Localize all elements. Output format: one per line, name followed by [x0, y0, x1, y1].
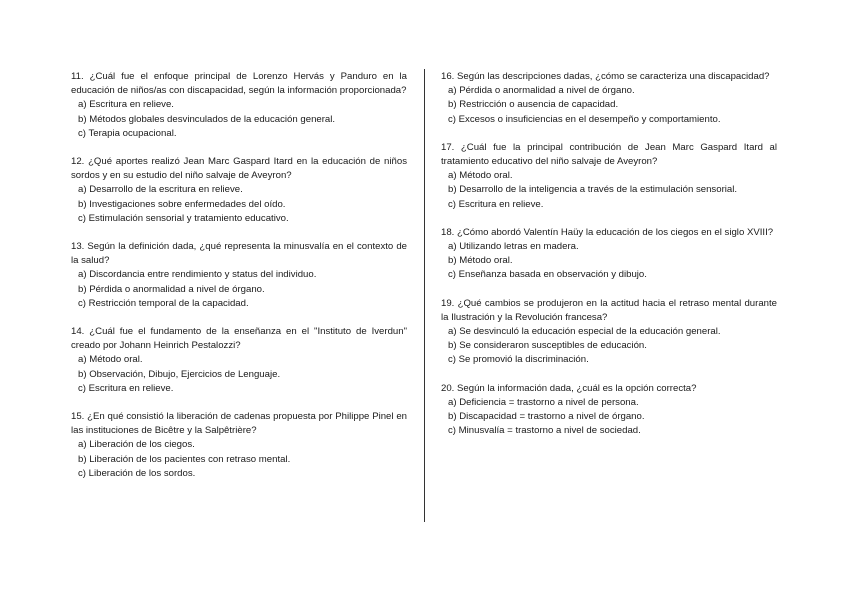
option-a: a) Utilizando letras en madera. — [448, 241, 579, 253]
option-b: b) Liberación de los pacientes con retraso mental. — [78, 453, 291, 465]
answer-options — [71, 438, 407, 481]
question-13 — [71, 240, 407, 311]
left-column — [71, 70, 407, 495]
answer-options — [441, 84, 777, 127]
question-text: 18. ¿Cómo abordó Valentín Haüy la educación de los ciegos en el siglo XVIII? — [441, 226, 774, 238]
option-c: c) Estimulación sensorial y tratamiento educativo. — [78, 212, 289, 224]
answer-options — [441, 169, 777, 212]
option-c: c) Escritura en relieve. — [448, 198, 544, 210]
right-column — [441, 70, 777, 452]
option-b: b) Investigaciones sobre enfermedades del oído. — [78, 198, 286, 210]
question-text: 12. ¿Qué aportes realizó Jean Marc Gaspard Itard en la educación de niños sordos y en su estudio del niño salvaje de Aveyron? — [71, 156, 407, 182]
question-text: 11. ¿Cuál fue el enfoque principal de Lorenzo Hervás y Panduro en la educación de niños/as con discapacidad, según la información proporcionada? — [71, 71, 407, 97]
option-a: a) Deficiencia = trastorno a nivel de persona. — [448, 396, 639, 408]
question-text: 13. Según la definición dada, ¿qué representa la minusvalía en el contexto de la salud? — [71, 241, 407, 267]
option-a: a) Método oral. — [448, 170, 513, 182]
question-text: 16. Según las descripciones dadas, ¿cómo se caracteriza una discapacidad? — [441, 71, 770, 82]
option-b: b) Desarrollo de la inteligencia a través de la estimulación sensorial. — [448, 184, 738, 196]
question-17 — [441, 141, 777, 212]
column-divider — [424, 69, 425, 522]
question-15 — [71, 410, 407, 481]
option-a: a) Liberación de los ciegos. — [78, 439, 195, 451]
answer-options — [441, 325, 777, 368]
option-b: b) Discapacidad = trastorno a nivel de órgano. — [448, 411, 645, 423]
option-c: c) Terapia ocupacional. — [78, 127, 177, 139]
answer-options — [71, 268, 407, 311]
option-b: b) Se consideraron susceptibles de educación. — [448, 340, 647, 352]
question-18 — [441, 226, 777, 283]
question-14 — [71, 325, 407, 396]
option-a: a) Discordancia entre rendimiento y status del individuo. — [78, 269, 317, 281]
option-b: b) Métodos globales desvinculados de la educación general. — [78, 113, 336, 125]
question-text: 20. Según la información dada, ¿cuál es la opción correcta? — [441, 382, 697, 394]
option-b: b) Restricción o ausencia de capacidad. — [448, 99, 619, 111]
question-text: 17. ¿Cuál fue la principal contribución de Jean Marc Gaspard Itard al tratamiento educativo del niño salvaje de Aveyron? — [441, 141, 777, 168]
option-c: c) Restricción temporal de la capacidad. — [78, 297, 249, 309]
question-11 — [71, 70, 407, 141]
option-a: a) Escritura en relieve. — [78, 99, 174, 111]
answer-options — [441, 240, 777, 283]
question-19 — [441, 297, 777, 368]
option-c: c) Enseñanza basada en observación y dibujo. — [448, 269, 647, 281]
question-text: 15. ¿En qué consistió la liberación de cadenas propuesta por Philippe Pinel en las instituciones de Bicêtre y la Salpêtrière? — [71, 411, 407, 437]
option-c: c) Se promovió la discriminación. — [448, 354, 589, 366]
option-a: a) Desarrollo de la escritura en relieve. — [78, 184, 243, 196]
option-a: a) Pérdida o anormalidad a nivel de órgano. — [448, 85, 635, 97]
option-b: b) Método oral. — [448, 255, 513, 267]
option-b: b) Observación, Dibujo, Ejercicios de Lenguaje. — [78, 368, 281, 380]
question-16 — [441, 70, 777, 127]
question-12 — [71, 155, 407, 226]
answer-options — [71, 98, 407, 141]
question-text: 19. ¿Qué cambios se produjeron en la actitud hacia el retraso mental durante la Ilustración y la Revolución francesa? — [441, 297, 777, 323]
question-20 — [441, 382, 777, 439]
option-a: a) Se desvinculó la educación especial de la educación general. — [448, 326, 721, 338]
option-c: c) Excesos o insuficiencias en el desempeño y comportamiento. — [448, 113, 721, 125]
option-c: c) Escritura en relieve. — [78, 382, 174, 394]
answer-options — [71, 353, 407, 396]
option-a: a) Método oral. — [78, 354, 143, 366]
option-c: c) Liberación de los sordos. — [78, 467, 196, 479]
question-text: 14. ¿Cuál fue el fundamento de la enseñanza en el "Instituto de Iverdun" creado por Johann Heinrich Pestalozzi? — [71, 326, 407, 352]
answer-options — [71, 183, 407, 226]
option-c: c) Minusvalía = trastorno a nivel de sociedad. — [448, 425, 641, 437]
answer-options — [441, 396, 777, 439]
option-b: b) Pérdida o anormalidad a nivel de órgano. — [78, 283, 265, 295]
